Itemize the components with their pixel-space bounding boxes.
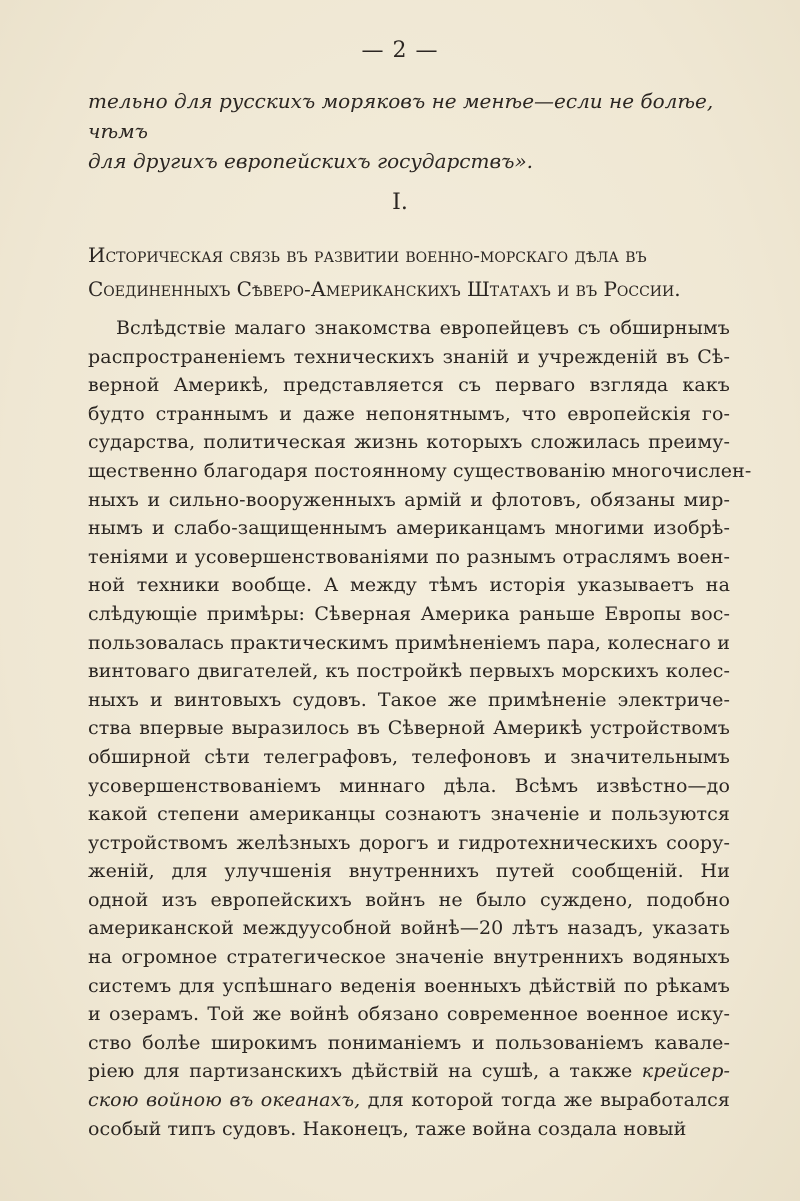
body-line: ство болѣе широкимъ пониманіемъ и пользованіемъ кавале- (88, 1031, 730, 1054)
body-line: слѣдующіе примѣры: Сѣверная Америка раньше Европы вос- (88, 602, 730, 625)
body-line: системъ для успѣшнаго веденія военныхъ дѣйствій по рѣкамъ (88, 974, 730, 997)
body-line: ныхъ и сильно-вооруженныхъ армій и флотовъ, обязаны мир- (88, 488, 730, 511)
heading-line: Историческая связь въ развитии военно-морскаго дѣла въ (88, 243, 647, 267)
body-line: ной техники вообще. А между тѣмъ исторія указываетъ на (88, 574, 730, 597)
body-line: американской междуусобной войнѣ—20 лѣтъ назадъ, указать (88, 917, 730, 940)
body-line: обширной сѣти телеграфовъ, телефоновъ и значительнымъ (88, 745, 730, 768)
italic-fragment: скою войною въ океанахъ, (88, 1089, 361, 1112)
section-number: I. (392, 190, 408, 215)
body-line: сударства, политическая жизнь которыхъ сложилась преиму- (88, 431, 730, 454)
body-line: винтоваго двигателей, къ постройкѣ первыхъ морскихъ колес- (88, 660, 730, 683)
body-line: Вслѣдствіе малаго знакомства европейцевъ съ обширнымъ (116, 317, 730, 339)
body-line-mixed (88, 1057, 730, 1086)
body-line: какой степени американцы сознаютъ значеніе и пользуются (88, 803, 730, 826)
intro-line: для другихъ европейскихъ государствъ». (88, 149, 534, 173)
heading-line: Соединенныхъ Сѣверо-Американскихъ Штатахъ и въ России. (88, 277, 681, 301)
body-line: нымъ и слабо-защищеннымъ американцамъ многими изобрѣ- (88, 517, 730, 540)
body-line-text: ріею для партизанскихъ дѣйствій на сушѣ, а также (88, 1060, 633, 1083)
body-line: усовершенствованіемъ миннаго дѣла. Всѣмъ извѣстно—до (88, 774, 730, 797)
body-line: ства впервые выразилось въ Сѣверной Америкѣ устройствомъ (88, 717, 730, 740)
body-line: теніями и усовершенствованіями по разнымъ отраслямъ воен- (88, 545, 730, 568)
body-line-mixed (88, 1086, 730, 1115)
body-line: щественно благодаря постоянному существованію многочислен- (88, 459, 752, 482)
body-line: будто страннымъ и даже непонятнымъ, что европейскія го- (88, 402, 730, 425)
italic-fragment: крейсер- (641, 1060, 731, 1083)
body-line: верной Америкѣ, представляется съ перваго взгляда какъ (88, 374, 730, 397)
body-text (88, 314, 752, 1143)
body-line: одной изъ европейскихъ войнъ не было суждено, подобно (88, 888, 730, 911)
body-line: на огромное стратегическое значеніе внутреннихъ водяныхъ (88, 946, 730, 969)
body-line: особый типъ судовъ. Наконецъ, таже война создала новый (88, 1117, 687, 1140)
section-heading (88, 238, 728, 306)
body-line: распространеніемъ техническихъ знаній и учрежденій въ Сѣ- (88, 345, 730, 368)
body-line: ныхъ и винтовыхъ судовъ. Такое же примѣненіе электриче- (88, 688, 730, 711)
body-line-text: для которой тогда же выработался (367, 1089, 730, 1112)
body-line: устройствомъ желѣзныхъ дорогъ и гидротехническихъ соору- (88, 831, 730, 854)
intro-line: тельно для русскихъ моряковъ не менѣе—если не болѣе, чѣмъ (88, 89, 714, 143)
page-number: — 2 — (361, 38, 439, 63)
body-line: и озерамъ. Той же войнѣ обязано современное военное иску- (88, 1003, 730, 1026)
body-line: пользовалась практическимъ примѣненіемъ пара, колеснаго и (88, 631, 730, 654)
intro-continuation (88, 86, 728, 176)
body-line: женій, для улучшенія внутреннихъ путей сообщеній. Ни (88, 860, 730, 883)
